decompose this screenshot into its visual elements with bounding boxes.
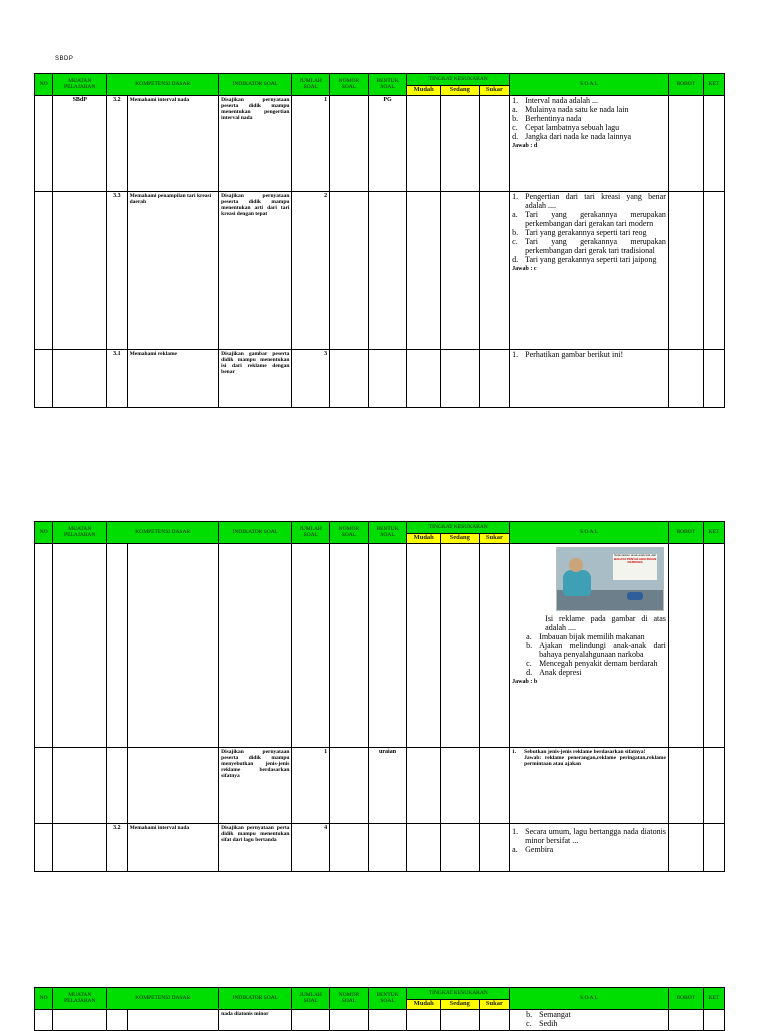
cell-nomor xyxy=(330,1010,369,1031)
header-kd: KOMPETENSI DASAR xyxy=(107,522,219,544)
header-nomor: NOMOR SOAL xyxy=(330,522,369,544)
cell-kd-no: 3.1 xyxy=(107,350,127,408)
cell-indikator: Disajikan pernyataan peserta didik mampu menentukan pengertian interval nada xyxy=(219,96,292,192)
cell-nomor xyxy=(330,544,369,748)
cell-kd-text xyxy=(127,748,219,824)
cell-indikator: Disajikan pernyataan perta didik mampu menentukan sifat dari lagu bertanda xyxy=(219,824,292,872)
header-nomor: NOMOR SOAL xyxy=(330,74,369,96)
header-soal: S O A L xyxy=(510,74,669,96)
cell-sedang xyxy=(440,824,479,872)
cell-soal xyxy=(510,544,669,748)
cell-ket xyxy=(703,1010,725,1031)
header-muatan: MUATAN PELAJARAN xyxy=(53,74,107,96)
header-indikator: INDIKATOR SOAL xyxy=(219,522,292,544)
table-row xyxy=(35,824,725,872)
cell-jumlah: 4 xyxy=(292,824,330,872)
header-jumlah: JUMLAH SOAL xyxy=(292,74,330,96)
cell-muatan xyxy=(53,824,107,872)
cell-muatan: SBdP xyxy=(53,96,107,192)
cell-kd-no xyxy=(107,748,127,824)
cell-indikator: Disajikan pernyataan peserta didik mampu menyebutkan jenis-jenis reklame berdasarkan sifatnya xyxy=(219,748,292,824)
cell-nomor xyxy=(330,824,369,872)
cell-ket xyxy=(703,350,725,408)
header-bobot: BOBOT xyxy=(668,988,703,1010)
soal-option: a. Mulainya nada satu ke nada lain xyxy=(512,104,629,114)
table-row xyxy=(35,544,725,748)
cell-sukar xyxy=(479,350,510,408)
question-stem: Isi reklame pada gambar di atas adalah .... xyxy=(545,614,666,632)
cell-jumlah: 3 xyxy=(292,350,330,408)
cell-sedang xyxy=(440,192,479,350)
cell-jumlah: 1 xyxy=(292,96,330,192)
header-jumlah: JUMLAH SOAL xyxy=(292,522,330,544)
cell-nomor xyxy=(330,96,369,192)
answer-key: Jawab : b xyxy=(512,678,538,685)
cell-muatan xyxy=(53,748,107,824)
cell-sukar xyxy=(479,1010,510,1031)
header-sedang: Sedang xyxy=(440,86,479,96)
cell-bobot xyxy=(668,824,703,872)
header-tingkat: TINGKAT KESUKARAN xyxy=(407,522,510,534)
soal-option: d. Tari yang gerakannya seperti tari jaipong xyxy=(512,254,657,264)
cell-no xyxy=(35,748,53,824)
soal-option: b. Berhentinya nada xyxy=(512,113,582,123)
cell-bentuk xyxy=(368,1010,407,1031)
cell-sedang xyxy=(440,96,479,192)
cell-kd-text: Memahami penampilan tari kreasi daerah xyxy=(127,192,219,350)
table-row xyxy=(35,748,725,824)
cell-sedang xyxy=(440,748,479,824)
cell-no xyxy=(35,1010,53,1031)
cell-no xyxy=(35,350,53,408)
cell-kd-no: 3.3 xyxy=(107,192,127,350)
cell-no xyxy=(35,192,53,350)
subject-tag: SBDP xyxy=(55,56,74,62)
cell-indikator: Disajikan pernyataan peserta didik mampu menentukan arti dari tari kreasi dengan tepat xyxy=(219,192,292,350)
cell-bentuk xyxy=(368,192,407,350)
cell-sukar xyxy=(479,544,510,748)
cell-ket xyxy=(703,824,725,872)
cell-muatan xyxy=(53,350,107,408)
soal-option: a. Gembira xyxy=(512,844,554,854)
header-muatan: MUATAN PELAJARAN xyxy=(53,522,107,544)
cell-sedang xyxy=(440,1010,479,1031)
header-muatan: MUATAN PELAJARAN xyxy=(53,988,107,1010)
cell-bentuk xyxy=(368,824,407,872)
header-mudah: Mudah xyxy=(407,1000,441,1010)
header-jumlah: JUMLAH SOAL xyxy=(292,988,330,1010)
kisi-kisi-table-2 xyxy=(34,521,725,872)
header-no: NO xyxy=(35,522,53,544)
header-ket: KET xyxy=(703,74,725,96)
soal-option: b. Semangat xyxy=(526,1010,571,1019)
cell-nomor xyxy=(330,192,369,350)
table-row xyxy=(35,350,725,408)
cell-kd-no: 3.2 xyxy=(107,96,127,192)
header-indikator: INDIKATOR SOAL xyxy=(219,988,292,1010)
cell-indikator: nada diatonis minor xyxy=(219,1010,292,1031)
soal-option: b. Ajakan melindungi anak-anak dari bahaya penyalahgunaan narkoba xyxy=(526,640,666,659)
header-tingkat: TINGKAT KESUKARAN xyxy=(407,988,510,1000)
header-sukar: Sukar xyxy=(479,1000,510,1010)
cell-soal xyxy=(510,1010,669,1031)
soal-option: a. Imbauan bijak memilih makanan xyxy=(526,631,645,641)
reklame-sign: Selamatkan anak-anak kita dari BAHAYA PENYALAHGUNAAN NARKOBA xyxy=(613,554,657,580)
table-row xyxy=(35,192,725,350)
header-mudah: Mudah xyxy=(407,534,441,544)
header-bobot: BOBOT xyxy=(668,74,703,96)
cell-jumlah: 1 xyxy=(292,748,330,824)
cell-mudah xyxy=(407,824,441,872)
cell-kd-no xyxy=(107,1010,127,1031)
soal-option: c. Tari yang gerakannya merupakan perkembangan dari gerak tari tradisional xyxy=(512,236,666,255)
cell-muatan xyxy=(53,192,107,350)
cell-ket xyxy=(703,544,725,748)
header-bentuk: BENTUK SOAL xyxy=(368,74,407,96)
header-bentuk: BENTUK SOAL xyxy=(368,988,407,1010)
header-soal: S O A L xyxy=(510,988,669,1010)
cell-sedang xyxy=(440,544,479,748)
cell-bobot xyxy=(668,96,703,192)
cell-ket xyxy=(703,192,725,350)
cell-indikator xyxy=(219,544,292,748)
cell-kd-no: 3.2 xyxy=(107,824,127,872)
cell-mudah xyxy=(407,1010,441,1031)
cell-soal xyxy=(510,748,669,824)
soal-option: c. Mencegah penyakit demam berdarah xyxy=(526,658,658,668)
cell-soal xyxy=(510,824,669,872)
cell-kd-text: Memahami interval nada xyxy=(127,96,219,192)
cell-bobot xyxy=(668,1010,703,1031)
cell-muatan xyxy=(53,544,107,748)
cell-bentuk: PG xyxy=(368,96,407,192)
cell-sukar xyxy=(479,748,510,824)
cell-soal xyxy=(510,350,669,408)
cell-bobot xyxy=(668,192,703,350)
kisi-kisi-table-1 xyxy=(34,73,725,408)
header-nomor: NOMOR SOAL xyxy=(330,988,369,1010)
header-ket: KET xyxy=(703,988,725,1010)
soal-option: c. Sedih xyxy=(526,1018,558,1028)
table-row xyxy=(35,96,725,192)
kisi-kisi-table-3 xyxy=(34,987,725,1031)
soal-option: c. Cepat lambatnya sebuah lagu xyxy=(512,122,620,132)
header-no: NO xyxy=(35,74,53,96)
soal-line: 1. Pengertian dari tari kreasi yang benar adalah .... xyxy=(512,192,666,210)
cell-nomor xyxy=(330,350,369,408)
cell-jumlah xyxy=(292,544,330,748)
cell-mudah xyxy=(407,544,441,748)
cell-jumlah xyxy=(292,1010,330,1031)
header-sukar: Sukar xyxy=(479,534,510,544)
cell-mudah xyxy=(407,748,441,824)
cell-kd-text xyxy=(127,1010,219,1031)
child-figure xyxy=(563,570,591,596)
cell-ket xyxy=(703,748,725,824)
cell-sukar xyxy=(479,96,510,192)
header-mudah: Mudah xyxy=(407,86,441,96)
cell-bobot xyxy=(668,748,703,824)
header-soal: S O A L xyxy=(510,522,669,544)
header-tingkat: TINGKAT KESUKARAN xyxy=(407,74,510,86)
header-kd: KOMPETENSI DASAR xyxy=(107,74,219,96)
cell-kd-no xyxy=(107,544,127,748)
drugs-figure xyxy=(627,592,643,600)
answer-key: Jawab: reklame penerangan,reklame peringatan,reklame permintaan atau ajakan xyxy=(524,755,666,768)
header-sedang: Sedang xyxy=(440,1000,479,1010)
soal-line: 1. Secara umum, lagu bertangga nada diatonis minor bersifat ... xyxy=(512,827,666,845)
cell-no xyxy=(35,544,53,748)
cell-mudah xyxy=(407,350,441,408)
cell-soal xyxy=(510,96,669,192)
header-bentuk: BENTUK SOAL xyxy=(368,522,407,544)
cell-bentuk xyxy=(368,350,407,408)
cell-sedang xyxy=(440,350,479,408)
soal-option: b. Tari yang gerakannya seperti tari reog xyxy=(512,227,647,237)
cell-sukar xyxy=(479,192,510,350)
cell-bobot xyxy=(668,544,703,748)
header-sedang: Sedang xyxy=(440,534,479,544)
essay-question: 1. Sebutkan jenis-jenis reklame berdasarkan sifatnya! Jawab: reklame penerangan,reklame peringatan,reklame permintaan atau ajakan xyxy=(512,749,666,768)
cell-no xyxy=(35,96,53,192)
cell-bobot xyxy=(668,350,703,408)
cell-sukar xyxy=(479,824,510,872)
cell-kd-text xyxy=(127,544,219,748)
cell-kd-text: Memahami reklame xyxy=(127,350,219,408)
table-row xyxy=(35,1010,725,1031)
header-no: NO xyxy=(35,988,53,1010)
soal-option: a. Tari yang gerakannya merupakan perkembangan dari gerakan tari modern xyxy=(512,209,666,228)
soal-line: 1. Interval nada adalah ... xyxy=(512,96,599,105)
cell-mudah xyxy=(407,192,441,350)
cell-jumlah: 2 xyxy=(292,192,330,350)
cell-mudah xyxy=(407,96,441,192)
cell-ket xyxy=(703,96,725,192)
cell-kd-text: Memahami interval nada xyxy=(127,824,219,872)
cell-indikator: Disajikan gambar peserta didik mampu menentukan isi dari reklame dengan benar xyxy=(219,350,292,408)
cell-muatan xyxy=(53,1010,107,1031)
header-ket: KET xyxy=(703,522,725,544)
answer-key: Jawab : c xyxy=(512,265,537,272)
cell-no xyxy=(35,824,53,872)
question-image xyxy=(556,547,664,611)
cell-nomor xyxy=(330,748,369,824)
soal-line: 1. Perhatikan gambar berikut ini! xyxy=(512,350,624,359)
cell-soal xyxy=(510,192,669,350)
header-kd: KOMPETENSI DASAR xyxy=(107,988,219,1010)
header-bobot: BOBOT xyxy=(668,522,703,544)
answer-key: Jawab : d xyxy=(512,142,538,149)
header-sukar: Sukar xyxy=(479,86,510,96)
cell-bentuk: uraian xyxy=(368,748,407,824)
cell-bentuk xyxy=(368,544,407,748)
header-indikator: INDIKATOR SOAL xyxy=(219,74,292,96)
soal-option: d. Jangka dari nada ke nada lainnya xyxy=(512,131,632,141)
soal-option: d. Anak depresi xyxy=(526,667,582,677)
